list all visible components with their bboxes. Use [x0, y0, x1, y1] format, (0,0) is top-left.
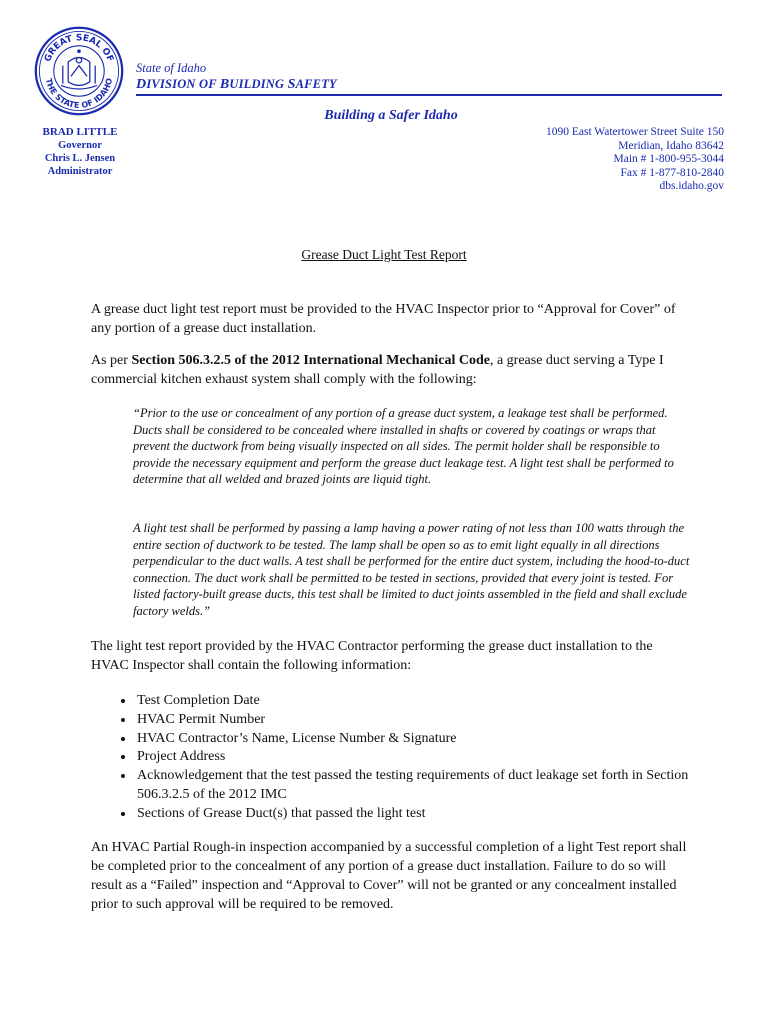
code-reference: Section 506.3.2.5 of the 2012 International Mechanical Code [131, 353, 490, 368]
website-link[interactable]: dbs.idaho.gov [659, 180, 724, 193]
administrator-title: Administrator [47, 166, 113, 177]
fax-number: Fax # 1-877-810-2840 [620, 166, 724, 179]
closing-paragraph: An HVAC Partial Rough-in inspection accompanied by a successful completion of a light Test report shall be completed prior to the concealment of any portion of a grease duct installation. Failure to do so will result as a “Failed” inspection and “Approval to Cover” will not be granted or any concealment installed prior to such approval will be required to be removed. [91, 840, 687, 912]
administrator-name: Chris L. Jensen [44, 153, 116, 164]
division-name [136, 76, 722, 96]
report-intro-paragraph: The light test report provided by the HVAC Contractor performing the grease duct installation to the HVAC Inspector shall contain the following information: [91, 639, 653, 673]
division-word-ivision-of: IVISION OF [146, 77, 220, 91]
requirements-list [91, 692, 735, 824]
seal-text-bottom: THE STATE OF IDAHO [43, 77, 115, 111]
list-item: • Acknowledgement that the test passed the testing requirements of duct leakage set forth in Section 506.3.2.5 of the 2012 IMC [135, 767, 735, 805]
division-word-uilding: UILDING [229, 77, 288, 91]
list-item: • Sections of Grease Duct(s) that passed the light test [135, 805, 735, 824]
officials-block [30, 126, 130, 178]
list-item: • Project Address [135, 748, 735, 767]
document-title: Grease Duct Light Test Report [301, 247, 467, 262]
division-initial-s: S [287, 77, 296, 92]
address-line-1: 1090 East Watertower Street Suite 150 [545, 126, 724, 138]
state-name: State of Idaho [136, 61, 207, 75]
division-word-afety: AFETY [295, 77, 337, 91]
state-seal-logo [34, 26, 124, 116]
code-suffix: , a grease duct serving a Type I commercial kitchen exhaust system shall comply with the following: [91, 353, 664, 387]
slogan: Building a Safer Idaho [324, 108, 458, 123]
agency-header [136, 60, 722, 96]
code-paragraph [91, 351, 691, 389]
code-quote-2: A light test shall be performed by passing a lamp having a power rating of not less than 100 watts through the entire section of ductwork to be tested. The lamp shall be open so as to emit light equally in all directions perpendicular to the duct walls. A test shall be performed for the entire duct system, including the hood-to-duct connection. The duct work shall be permitted to be tested in sections, provided that every joint is tested. For listed factory-built grease ducts, this test shall be limited to duct joints assembled in the field and shall exclude factory welds.” [133, 521, 690, 618]
seal-text-top: GREAT SEAL OF [43, 33, 115, 64]
division-initial-d: D [136, 77, 147, 92]
contact-block [464, 126, 724, 194]
main-phone: Main # 1-800-955-3044 [613, 153, 724, 166]
code-quote-1: “Prior to the use or concealment of any portion of a grease duct system, a leakage test shall be performed. Ducts shall be considered to be concealed where installed in shafts or covered by coatings or wraps that prevent the ductwork from being visually inspected on all sides. The permit holder shall be responsible to provide the necessary equipment and perform the grease duct leakage test. A light test shall be performed to determine that all welded and brazed joints are liquid tight. [133, 406, 674, 487]
governor-name: BRAD LITTLE [42, 126, 118, 138]
code-prefix: As per [91, 353, 132, 368]
intro-paragraph: A grease duct light test report must be provided to the HVAC Inspector prior to “Approval for Cover” of any portion of a grease duct installation. [91, 302, 676, 336]
list-item: • HVAC Contractor’s Name, License Number & Signature [135, 730, 735, 749]
division-initial-b: B [219, 77, 230, 92]
list-item: • HVAC Permit Number [135, 711, 735, 730]
governor-title: Governor [58, 140, 102, 151]
address-line-2: Meridian, Idaho 83642 [618, 139, 724, 152]
list-item: • Test Completion Date [135, 692, 735, 711]
